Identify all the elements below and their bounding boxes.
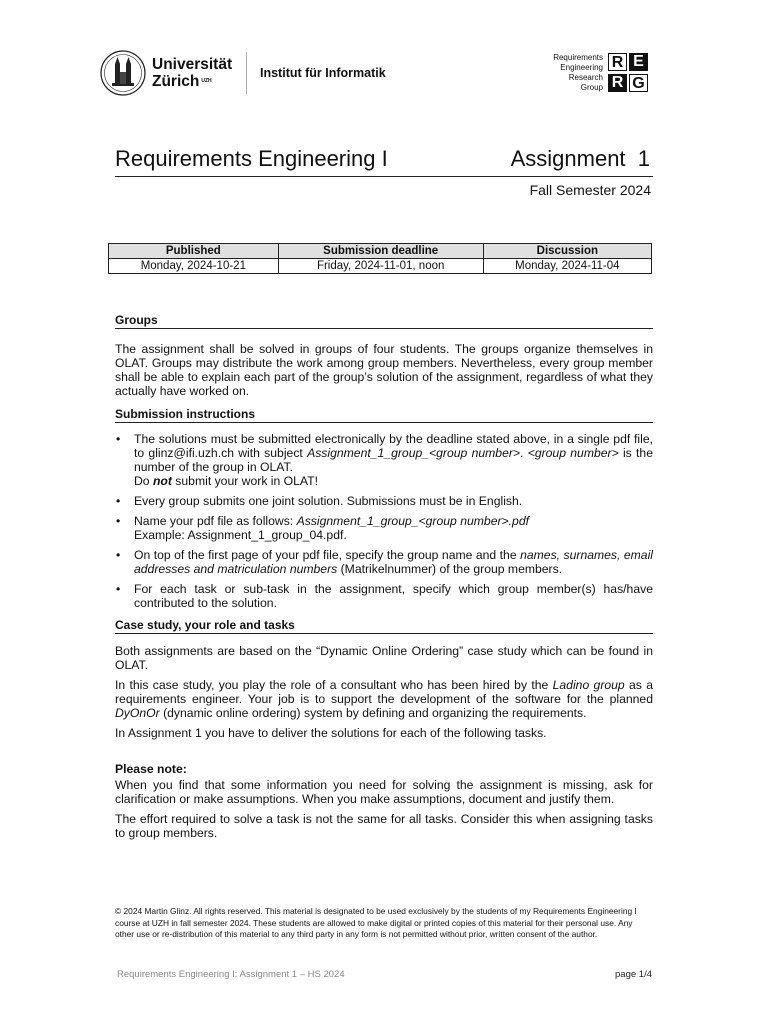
submission-list: [115, 432, 653, 610]
note-text: The effort required to solve a task is not the same for all tasks. Consider this when assigning tasks to group members.: [115, 812, 653, 840]
university-name: [152, 56, 232, 90]
semester: Fall Semester 2024: [529, 182, 651, 198]
case-study-tasks: In Assignment 1 you have to deliver the solutions for each of the following tasks.: [115, 726, 547, 740]
university-line-1: Universität: [152, 56, 233, 73]
group-name: [530, 53, 603, 93]
case-study-heading: Case study, your role and tasks: [115, 618, 653, 634]
list-item: [115, 582, 653, 610]
rerg-letter: E: [629, 53, 648, 71]
groups-heading: Groups: [115, 313, 653, 329]
email-subject: Assignment_1_group_<group number>: [307, 446, 521, 460]
uzh-seal-logo: [100, 50, 146, 96]
header-deadline: Submission deadline: [278, 244, 483, 259]
emphasis: DyOnOr: [115, 706, 160, 720]
text-span: On top of the first page of your pdf file, specify the group name and the: [134, 548, 521, 562]
case-study-text: Both assignments are based on the “Dynamic Online Ordering” case study which can be found in OLAT.: [115, 644, 653, 672]
text-span: Do: [134, 474, 153, 488]
text-span: as a requirements engineer. Your job is to support the development of the software for the planned: [115, 678, 653, 706]
group-name-line: Research: [568, 73, 603, 82]
text-span: In this case study, you play the role of a consultant who has been hired by the: [115, 678, 553, 692]
text-span: .: [520, 446, 528, 460]
dates-table: [108, 243, 652, 274]
group-name-line: Group: [580, 83, 603, 92]
text-span: (Matrikelnummer) of the group members.: [337, 562, 563, 576]
assignment-title: Assignment 1: [510, 146, 650, 171]
header-divider: [246, 52, 247, 94]
rerg-logo: [608, 53, 650, 93]
title-row: [115, 146, 653, 177]
list-item: [115, 432, 653, 488]
table-header-row: [109, 244, 652, 259]
header-published: Published: [109, 244, 279, 259]
list-item: [115, 548, 653, 576]
discussion-date: Monday, 2024-11-04: [483, 259, 651, 274]
file-name: Assignment_1_group_<group number>.pdf: [296, 514, 529, 528]
note-heading: Please note:: [115, 762, 187, 776]
rerg-letter: R: [608, 53, 627, 71]
university-line-2: Zürich: [152, 73, 200, 90]
bullet: •: [116, 582, 121, 596]
bullet: •: [116, 432, 121, 446]
bullet: •: [116, 548, 121, 562]
note-text: When you find that some information you need for solving the assignment is missing, ask for clarification or make assumptions. When you make assumptions, document and justify them.: [115, 778, 653, 806]
published-date: Monday, 2024-10-21: [109, 259, 279, 274]
text-span: For each task or sub-task in the assignment, specify which group member(s) has/have contributed to the solution.: [134, 582, 653, 610]
text-span: Example: Assignment_1_group_04.pdf.: [134, 528, 347, 542]
group-name-line: Engineering: [560, 63, 603, 72]
course-title: Requirements Engineering I: [115, 146, 388, 171]
text-span: (dynamic online ordering) system by defining and organizing the requirements.: [159, 706, 587, 720]
text-span: submit your work in OLAT!: [171, 474, 318, 488]
emphasis: not: [152, 474, 172, 488]
header-discussion: Discussion: [483, 244, 651, 259]
page-number: page 1/4: [615, 969, 652, 980]
emphasis: Ladino group: [552, 678, 625, 692]
text-span: The solutions must be submitted electronically by the deadline stated above, in a single pdf file, to glinz@ifi.uzh.ch with subject: [134, 432, 653, 460]
rerg-letter: G: [629, 74, 648, 92]
text-span: is the number of the group in OLAT.: [134, 446, 653, 474]
text-span: Every group submits one joint solution. Submissions must be in English.: [134, 494, 523, 508]
rerg-letter: R: [608, 74, 627, 92]
copyright-notice: © 2024 Martin Glinz. All rights reserved. This material is designated to be used exclusively by the students of my Requirements Engineering I course at UZH in fall semester 2024. These students are allowed to make digital or printed copies of this material for their personal use. Any other use or re-distribution of this material to any third party in any form is not permitted without prior, written consent of the author.: [115, 906, 637, 939]
deadline-date: Friday, 2024-11-01, noon: [278, 259, 483, 274]
university-superscript: UZH: [201, 78, 212, 84]
text-span: Name your pdf file as follows:: [134, 514, 297, 528]
emphasis: names, surnames, email addresses and matriculation numbers: [134, 548, 653, 576]
list-item: [115, 494, 653, 508]
groups-text: The assignment shall be solved in groups of four students. The groups organize themselves in OLAT. Groups may distribute the work among group members. Nevertheless, every group member shall be able to explain each part of the group’s solution of the assignment, regardless of what they actually have worked on.: [115, 342, 653, 398]
group-number: <group number>: [527, 446, 619, 460]
submission-heading: Submission instructions: [115, 407, 653, 423]
footer-title: Requirements Engineering I: Assignment 1 – HS 2024: [117, 969, 345, 980]
bullet: •: [116, 494, 121, 508]
group-name-line: Requirements: [553, 53, 603, 62]
bullet: •: [116, 514, 121, 528]
institute-name: Institut für Informatik: [260, 66, 386, 80]
content: [115, 313, 653, 846]
table-row: [109, 259, 652, 274]
case-study-role: [115, 678, 653, 720]
list-item: [115, 514, 653, 542]
